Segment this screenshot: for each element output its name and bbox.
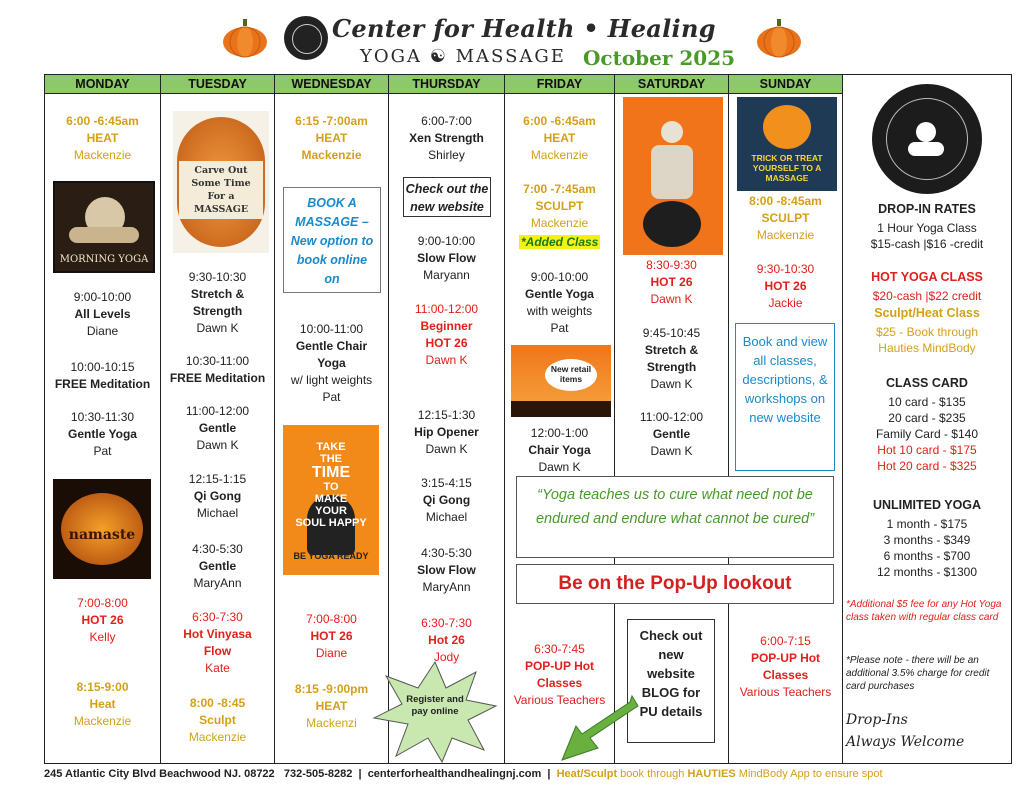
added-class-badge: *Added Class xyxy=(521,235,599,249)
class-entry: 6:00-7:15 POP-UP Hot Classes Various Teachers xyxy=(739,634,832,699)
class-entry: 9:00-10:00 Slow Flow Maryann xyxy=(417,234,476,282)
class-entry: 4:30-5:30 Slow Flow MaryAnn xyxy=(417,546,476,594)
hot-fee-note: *Additional $5 fee for any Hot Yoga class taken with regular class card xyxy=(846,599,1002,623)
register-caption: Register and pay online xyxy=(406,694,464,717)
footer-address: 245 Atlantic City Blvd Beachwood NJ. 08722 xyxy=(44,768,275,780)
carve-out-caption: Carve Out Some Time For a MASSAGE xyxy=(179,161,263,219)
day-header-saturday: SATURDAY xyxy=(615,75,728,94)
column-sunday xyxy=(729,75,843,763)
day-header-monday: MONDAY xyxy=(45,75,160,94)
class-entry: 9:00-10:00 Gentle Yoga with weights Pat xyxy=(525,270,594,335)
logo-seal-small xyxy=(284,16,328,60)
class-entry: 9:00-10:00 All Levels Diane xyxy=(73,290,132,338)
class-entry: 10:30-11:30 Gentle Yoga Pat xyxy=(68,410,137,458)
unlimited-line: 1 month - $175 xyxy=(886,517,968,531)
card-line: 10 card - $135 xyxy=(888,395,966,409)
class-entry: 3:15-4:15 Qi Gong Michael xyxy=(421,476,472,524)
dropins-script: Drop-Ins xyxy=(846,712,908,728)
column-saturday xyxy=(615,75,729,763)
pumpkin-icon-left xyxy=(222,18,268,58)
class-entry: 6:00 -6:45am HEAT Mackenzie xyxy=(66,114,139,162)
brand-title: Center for Health • Healing xyxy=(332,14,716,43)
dropin-line: 1 Hour Yoga Class xyxy=(877,221,977,235)
day-header-tuesday: TUESDAY xyxy=(161,75,274,94)
class-entry: 8:15-9:00 Heat Mackenzie xyxy=(73,680,132,728)
carve-out-massage-image xyxy=(173,111,269,253)
class-entry: 11:00-12:00 Gentle Dawn K xyxy=(185,404,250,452)
unlimited-line: 12 months - $1300 xyxy=(876,565,978,579)
class-entry: 10:00-10:15 FREE Meditation xyxy=(54,360,151,391)
class-entry: 6:00 -6:45am HEAT Mackenzie xyxy=(523,114,596,162)
sculpt-price: $25 - Book through xyxy=(875,325,979,339)
class-entry: 9:30-10:30 Stretch & Strength Dawn K xyxy=(188,270,247,335)
check-website-box[interactable]: Check out the new website xyxy=(403,177,491,217)
dropin-title: DROP-IN RATES xyxy=(878,202,976,216)
class-entry: 11:00-12:00 Gentle Dawn K xyxy=(639,410,704,458)
arrow-icon xyxy=(560,694,640,764)
morning-yoga-caption: MORNING YOGA xyxy=(59,254,149,265)
footer-website-link[interactable]: centerforhealthandhealingnj.com xyxy=(367,768,542,780)
book-massage-box[interactable]: BOOK A MASSAGE – New option to book online on xyxy=(283,187,381,293)
hot-price: $20-cash |$22 credit xyxy=(872,289,982,303)
be-yoga-ready-caption: BE YOGA READY xyxy=(293,551,369,561)
namaste-pumpkin-image xyxy=(53,479,151,579)
day-header-wednesday: WEDNESDAY xyxy=(275,75,388,94)
class-entry: 8:15 -9:00pm HEAT Mackenzi xyxy=(294,682,369,730)
column-monday xyxy=(45,75,161,763)
welcome-script: Always Welcome xyxy=(846,734,965,750)
new-retail-image xyxy=(511,345,611,417)
sculpt-title: Sculpt/Heat Class xyxy=(874,306,980,320)
hot-title: HOT YOGA CLASS xyxy=(871,270,983,284)
brand-subtitle: YOGA ☯ MASSAGE xyxy=(360,46,566,67)
class-entry: 6:15 -7:00am HEAT Mackenzie xyxy=(295,114,368,162)
class-entry: 8:00 -8:45 Sculpt Mackenzie xyxy=(188,696,247,744)
namaste-caption: namaste xyxy=(68,527,136,543)
book-view-box[interactable]: Book and view all classes, descriptions, & workshops on new website xyxy=(735,323,835,471)
footer-phone: 732-505-8282 xyxy=(283,768,353,780)
unlimited-line: 6 months - $700 xyxy=(883,549,971,563)
footer: 245 Atlantic City Blvd Beachwood NJ. 08722 732-505-8282 | centerforhealthandhealingnj.com | Heat/Sculpt book through HAUTIES MindBody App to ensure spot xyxy=(44,768,883,780)
card-line: Hot 10 card - $175 xyxy=(877,443,977,457)
class-entry: 7:00-8:00 HOT 26 Diane xyxy=(306,612,357,660)
day-header-thursday: THURSDAY xyxy=(389,75,504,94)
footer-note-d: MindBody App to ensure spot xyxy=(738,768,883,780)
class-entry: 4:30-5:30 Gentle MaryAnn xyxy=(192,542,243,590)
class-entry: 12:15-1:15 Qi Gong Michael xyxy=(188,472,247,520)
sculpt-note: Hauties MindBody xyxy=(878,341,976,355)
new-retail-caption: New retail items xyxy=(545,359,597,391)
class-entry: 6:30-7:45 POP-UP Hot Classes Various Teachers xyxy=(513,642,606,707)
footer-note-b: book through xyxy=(620,768,685,780)
trick-or-treat-caption: TRICK OR TREAT YOURSELF TO A MASSAGE xyxy=(751,153,823,183)
pumpkin-icon-right xyxy=(756,18,802,58)
day-header-sunday: SUNDAY xyxy=(729,75,842,94)
dropin-price: $15-cash |$16 -credit xyxy=(870,237,984,251)
column-tuesday xyxy=(161,75,275,763)
register-starburst[interactable] xyxy=(372,660,498,764)
footer-note-a: Heat/Sculpt xyxy=(556,768,618,780)
card-title: CLASS CARD xyxy=(886,376,968,390)
trick-or-treat-image xyxy=(737,97,837,191)
card-line: Hot 20 card - $325 xyxy=(877,459,977,473)
credit-card-note: *Please note - there will be an additional 3.5% charge for credit card purchases xyxy=(846,655,990,692)
seal-logo-large xyxy=(872,84,982,194)
popup-lookout-box: Be on the Pop-Up lookout xyxy=(516,564,834,604)
class-entry: 9:30-10:30 HOT 26 Jackie xyxy=(756,262,815,310)
class-entry: 12:15-1:30 Hip Opener Dawn K xyxy=(414,408,479,456)
class-entry: 6:30-7:30 Hot 26 Jody xyxy=(421,616,472,664)
skeleton-yoga-image xyxy=(623,97,723,255)
soul-happy-lines: TAKE THE TIME TO MAKE YOUR SOUL HAPPY xyxy=(295,441,367,529)
day-header-friday: FRIDAY xyxy=(505,75,614,94)
class-entry: 11:00-12:00 Beginner HOT 26 Dawn K xyxy=(414,302,479,367)
class-entry: 8:30-9:30 HOT 26 Dawn K xyxy=(646,258,697,306)
class-entry: 7:00-8:00 HOT 26 Kelly xyxy=(77,596,128,644)
class-entry: 10:00-11:00 Gentle Chair Yoga w/ light weights Pat xyxy=(290,322,373,404)
footer-note-c: HAUTIES xyxy=(687,768,736,780)
unlimited-line: 3 months - $349 xyxy=(883,533,971,547)
yoga-quote-box: “Yoga teaches us to cure what need not be endured and endure what cannot be cured” xyxy=(516,476,834,558)
morning-yoga-image xyxy=(53,181,155,273)
card-line: Family Card - $140 xyxy=(875,427,979,441)
unlimited-title: UNLIMITED YOGA xyxy=(872,498,982,512)
class-entry: 8:00 -8:45am SCULPT Mackenzie xyxy=(749,194,822,242)
class-entry: 12:00-1:00 Chair Yoga Dawn K xyxy=(528,426,591,474)
class-entry: 6:00-7:00 Xen Strength Shirley xyxy=(409,114,484,162)
soul-happy-image xyxy=(283,425,379,575)
class-entry: 9:45-10:45 Stretch & Strength Dawn K xyxy=(642,326,701,391)
blog-info-box[interactable]: Check out new website BLOG for PU details xyxy=(627,619,715,743)
card-line: 20 card - $235 xyxy=(888,411,966,425)
month-title: October 2025 xyxy=(583,46,736,70)
class-entry: 7:00 -7:45am SCULPT Mackenzie xyxy=(523,182,596,230)
column-friday xyxy=(505,75,615,763)
class-entry: 6:30-7:30 Hot Vinyasa Flow Kate xyxy=(183,610,252,675)
class-entry: 10:30-11:00 FREE Meditation xyxy=(169,354,266,385)
